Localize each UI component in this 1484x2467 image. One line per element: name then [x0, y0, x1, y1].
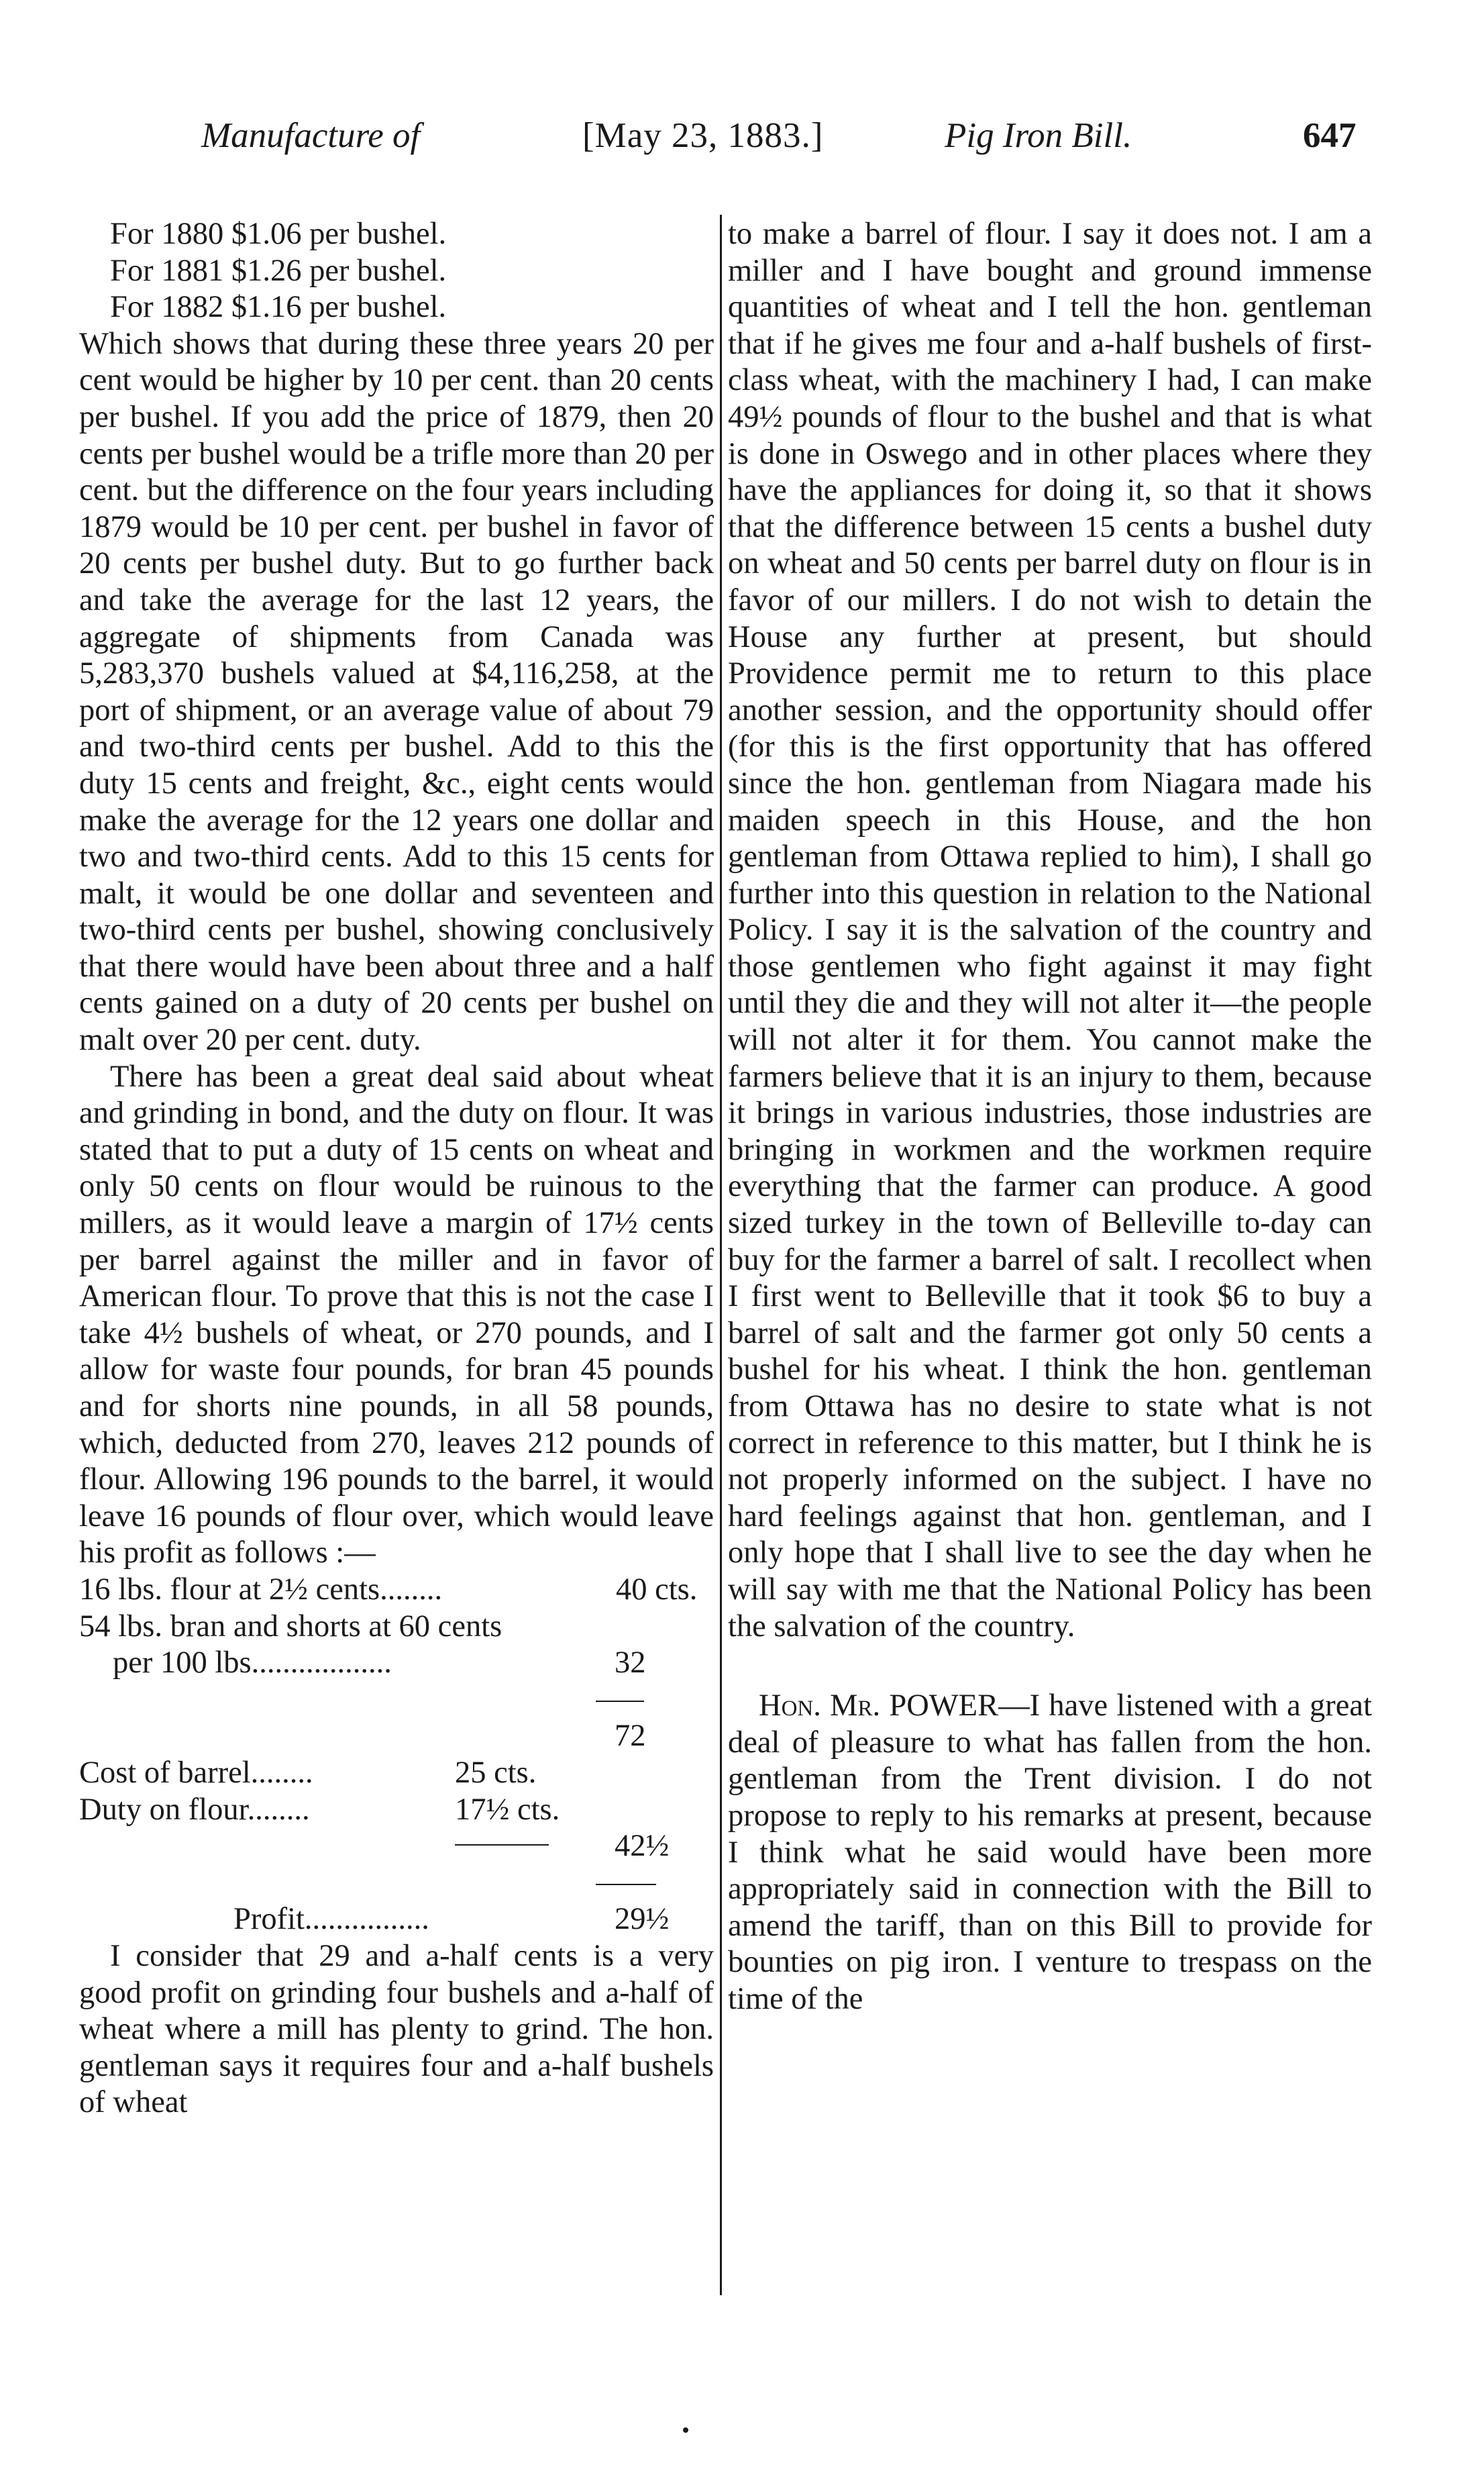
page-mark	[683, 2427, 688, 2433]
table-duty-label: Duty on flour........	[79, 1792, 310, 1827]
table-rule-3	[596, 1884, 656, 1885]
header-title-right: Pig Iron Bill.	[945, 116, 1132, 155]
paragraph-gap	[728, 1645, 1372, 1688]
paragraph-miller-argument: to make a barrel of flour. I say it does not. I am a miller and I have bought and ground immense quantities of wheat and I tell the hon. gentleman that if he gives me four and a-half bushels of first-class wheat, with the machinery I had, I can make 49½ pounds of flour to the bushel and that is what is done in Oswego and in other places where they have the appliances for doing it, so that it shows that the difference between 15 cents a bushel duty on wheat and 50 cents per barrel duty on flour is in favor of our millers. I do not wish to detain the House any further at present, but should Providence permit me to return to this place another session, and the opportunity should offer (for this is the first opportunity that has offered since the hon. gentleman from Niagara made his maiden speech in this House, and the hon gentleman from Ottawa replied to him), I shall go further into this question in relation to the National Policy. I say it is the salvation of the country and those gentlemen who fight against it may fight until they die and they will not alter it—the people will not alter it for them. You cannot make the farmers believe that it is an injury to them, because it brings in various industries, those industries are bringing in workmen and the workmen require everything that the farmer can produce. A good sized turkey in the town of Belleville to-day can buy for the farmer a barrel of salt. I recollect when I first went to Belleville that it took $6 to buy a barrel of salt and the farmer got only 50 cents a bushel for his wheat. I think the hon. gentleman from Ottawa has no desire to state what is not correct in reference to this matter, but I think he is not properly informed on the subject. I have no hard feelings against that hon. gentleman, and I only hope that I shall live to see the day when he will say with me that the National Policy has been the salvation of the country.	[728, 217, 1372, 1644]
table-total: 72	[615, 1719, 646, 1754]
paragraph-power-speech	[728, 1688, 1372, 2017]
table-row-flour-label: 16 lbs. flour at 2½ cents........	[79, 1572, 443, 1607]
table-profit-value: 29½	[615, 1902, 670, 1937]
table-rule-2	[455, 1844, 549, 1846]
paragraph-profit-conclusion: I consider that 29 and a-half cents is a very good profit on grinding four bushels and a-half of wheat where a mill has plenty to grind. The hon. gentleman says it requires four and a-half bushels of wheat	[79, 1938, 714, 2120]
speech-text: —I have listened with a great deal of pleasure to what has fallen from the hon. gentleman from the Trent division. I do not propose to reply to his remarks at present, because I think what he said would have been more appropriately said in connection with the Bill to amend the tariff, than on this Bill to provide for bounties on pig iron. I venture to trespass on the time of the	[728, 1689, 1372, 2016]
price-line-1880: For 1880 $1.06 per bushel.	[110, 217, 447, 251]
table-row-bran-value: 32	[615, 1646, 646, 1680]
table-duty-value: 17½ cts.	[455, 1792, 560, 1827]
right-column	[728, 216, 1372, 2018]
header-title-left: Manufacture of	[201, 116, 421, 155]
table-row-per-label: per 100 lbs..................	[113, 1646, 392, 1680]
table-row-bran-label: 54 lbs. bran and shorts at 60 cents	[79, 1609, 502, 1644]
table-cost-label: Cost of barrel........	[79, 1755, 313, 1790]
price-line-1882: For 1882 $1.16 per bushel.	[110, 290, 447, 325]
paragraph-average-duty: Which shows that during these three years 20 per cent would be higher by 10 per cent. than 20 cents per bushel. If you add the price of 1879, then 20 cents per bushel would be a trifle more than 20 per cent. but the difference on the four years including 1879 would be 10 per cent. per bushel in favor of 20 cents per bushel duty. But to go further back and take the average for the last 12 years, the aggregate of shipments from Canada was 5,283,370 bushels valued at $4,116,258, at the port of shipment, or an average value of about 79 and two-third cents per bushel. Add to this the duty 15 cents and freight, &c., eight cents would make the average for the 12 years one dollar and two and two-third cents. Add to this 15 cents for malt, it would be one dollar and seventeen and two-third cents per bushel, showing conclusively that there would have been about three and a half cents gained on a duty of 20 cents per bushel on malt over 20 per cent. duty.	[79, 326, 714, 1058]
table-cost-value: 25 cts.	[455, 1755, 537, 1790]
page-number: 647	[1303, 116, 1357, 155]
table-row-flour-value: 40 cts.	[616, 1572, 698, 1607]
left-column	[79, 216, 714, 2121]
price-list	[79, 216, 714, 326]
table-rule-1	[596, 1701, 644, 1702]
table-profit-label: Profit................	[233, 1902, 429, 1937]
profit-table	[79, 1572, 714, 1938]
header-date: [May 23, 1883.]	[582, 116, 824, 155]
price-line-1881: For 1881 $1.26 per bushel.	[110, 253, 447, 288]
column-divider	[720, 215, 722, 2295]
speaker-name: Hon. Mr. POWER	[759, 1689, 999, 1723]
paragraph-flour-duty: There has been a great deal said about wheat and grinding in bond, and the duty on flour. It was stated that to put a duty of 15 cents on wheat and only 50 cents on flour would be ruinous to the millers, as it would leave a margin of 17½ cents per barrel against the miller and in favor of American flour. To prove that this is not the case I take 4½ bushels of wheat, or 270 pounds, and I allow for waste four pounds, for bran 45 pounds and for shorts nine pounds, in all 58 pounds, which, deducted from 270, leaves 212 pounds of flour. Allowing 196 pounds to the barrel, it would leave 16 pounds of flour over, which would leave his profit as follows :—	[79, 1059, 714, 1570]
table-subtotal: 42½	[615, 1829, 670, 1864]
